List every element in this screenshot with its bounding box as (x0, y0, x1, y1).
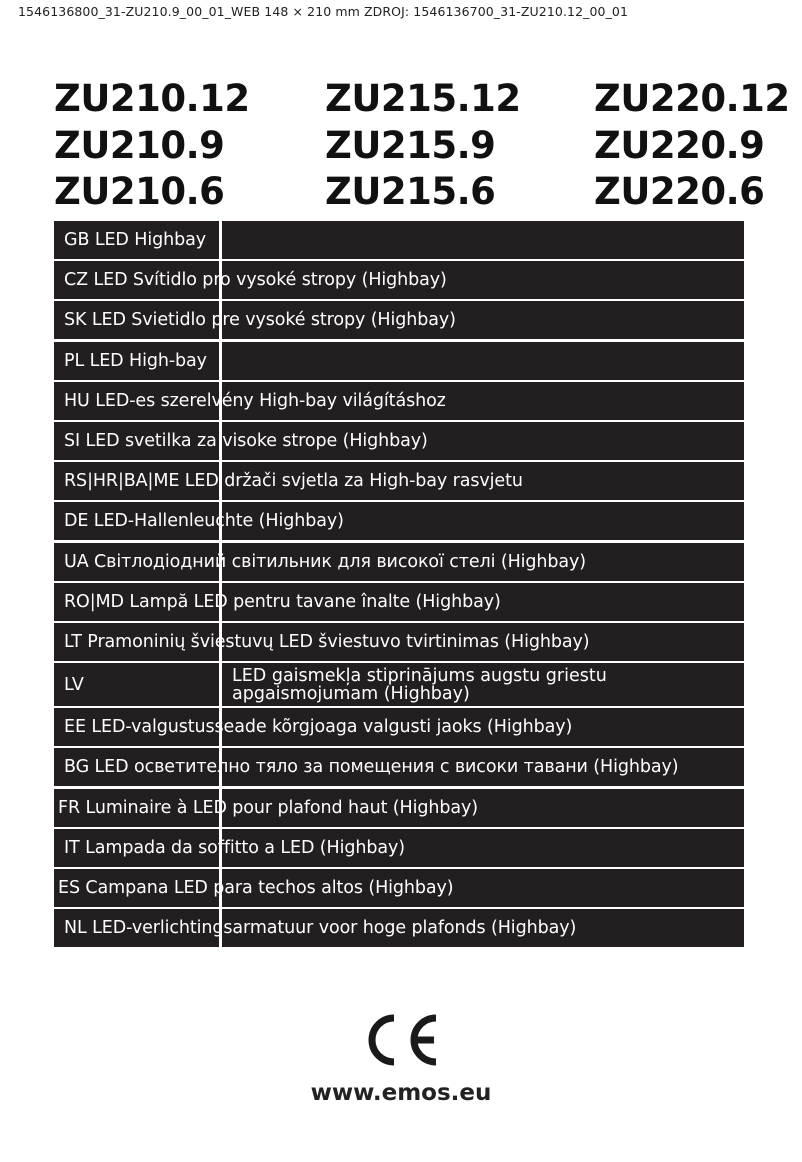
model-code: ZU210.9 (54, 123, 225, 167)
model-code: ZU215.12 (325, 77, 521, 120)
model-code: ZU210.12 (54, 77, 250, 120)
language-row (54, 663, 744, 706)
language-table (54, 221, 744, 949)
language-row (54, 462, 744, 500)
website-url: www.emos.eu (310, 1080, 492, 1106)
language-code: LV (64, 674, 84, 695)
model-column-2 (325, 76, 521, 216)
language-title: UA Світлодіодний світильник для високої стелі (Highbay) (64, 551, 587, 572)
language-row (54, 543, 744, 581)
language-row (54, 583, 744, 621)
language-title: SI LED svetilka za visoke strope (Highbay) (64, 430, 428, 451)
language-title: EE LED-valgustusseade kõrgjoaga valgusti jaoks (Highbay) (64, 717, 573, 738)
model-code: ZU220.6 (594, 170, 765, 213)
model-code: ZU220.12 (594, 77, 790, 120)
language-title: HU LED-es szerelvény High-bay világításhoz (64, 390, 446, 411)
language-title: PL LED High-bay (64, 350, 207, 371)
language-row (54, 748, 744, 786)
language-title: RS|HR|BA|ME LED držači svjetla za High-bay rasvjetu (64, 471, 523, 492)
language-row (54, 623, 744, 661)
language-title: NL LED-verlichtingsarmatuur voor hoge plafonds (Highbay) (64, 918, 577, 939)
language-row (54, 502, 744, 540)
language-title: CZ LED Svítidlo pro vysoké stropy (Highbay) (64, 270, 447, 291)
model-column-1 (54, 76, 250, 216)
language-title: IT Lampada da soffitto a LED (Highbay) (64, 837, 405, 858)
language-title: GB LED Highbay (64, 230, 206, 250)
language-title: RO|MD Lampă LED pentru tavane înalte (Highbay) (64, 591, 501, 612)
model-code: ZU215.6 (325, 170, 496, 213)
column-divider (219, 663, 222, 706)
language-row (54, 342, 744, 380)
language-title: LED gaismekļa stiprinājums augstu griestu apgaismojumam (Highbay) (232, 665, 607, 704)
column-divider (219, 221, 222, 259)
model-code: ZU220.9 (594, 123, 765, 167)
language-row (54, 869, 744, 907)
language-row (54, 422, 744, 460)
language-title: SK LED Svietidlo pre vysoké stropy (Highbay) (64, 310, 456, 331)
model-column-3 (594, 76, 790, 216)
language-title: LT Pramoninių šviestuvų LED šviestuvo tvirtinimas (Highbay) (64, 631, 590, 652)
language-row (54, 708, 744, 746)
language-title: DE LED-Hallenleuchte (Highbay) (64, 511, 344, 532)
language-row (54, 789, 744, 827)
model-code: ZU210.6 (54, 170, 225, 213)
ce-mark-icon (362, 1012, 442, 1068)
language-row (54, 301, 744, 339)
language-title: FR Luminaire à LED pour plafond haut (Highbay) (58, 797, 478, 818)
language-row (54, 909, 744, 947)
language-row (54, 261, 744, 299)
language-row (54, 221, 744, 259)
language-title: BG LED осветително тяло за помещения с високи тавани (Highbay) (64, 757, 679, 778)
language-row (54, 829, 744, 867)
column-divider (219, 342, 222, 380)
model-code: ZU215.9 (325, 123, 496, 167)
language-title: ES Campana LED para techos altos (Highbay) (58, 878, 454, 898)
document-header: 1546136800_31-ZU210.9_00_01_WEB 148 × 210 mm ZDROJ: 1546136700_31-ZU210.12_00_01 (18, 4, 629, 19)
language-row (54, 382, 744, 420)
model-list (0, 76, 802, 216)
